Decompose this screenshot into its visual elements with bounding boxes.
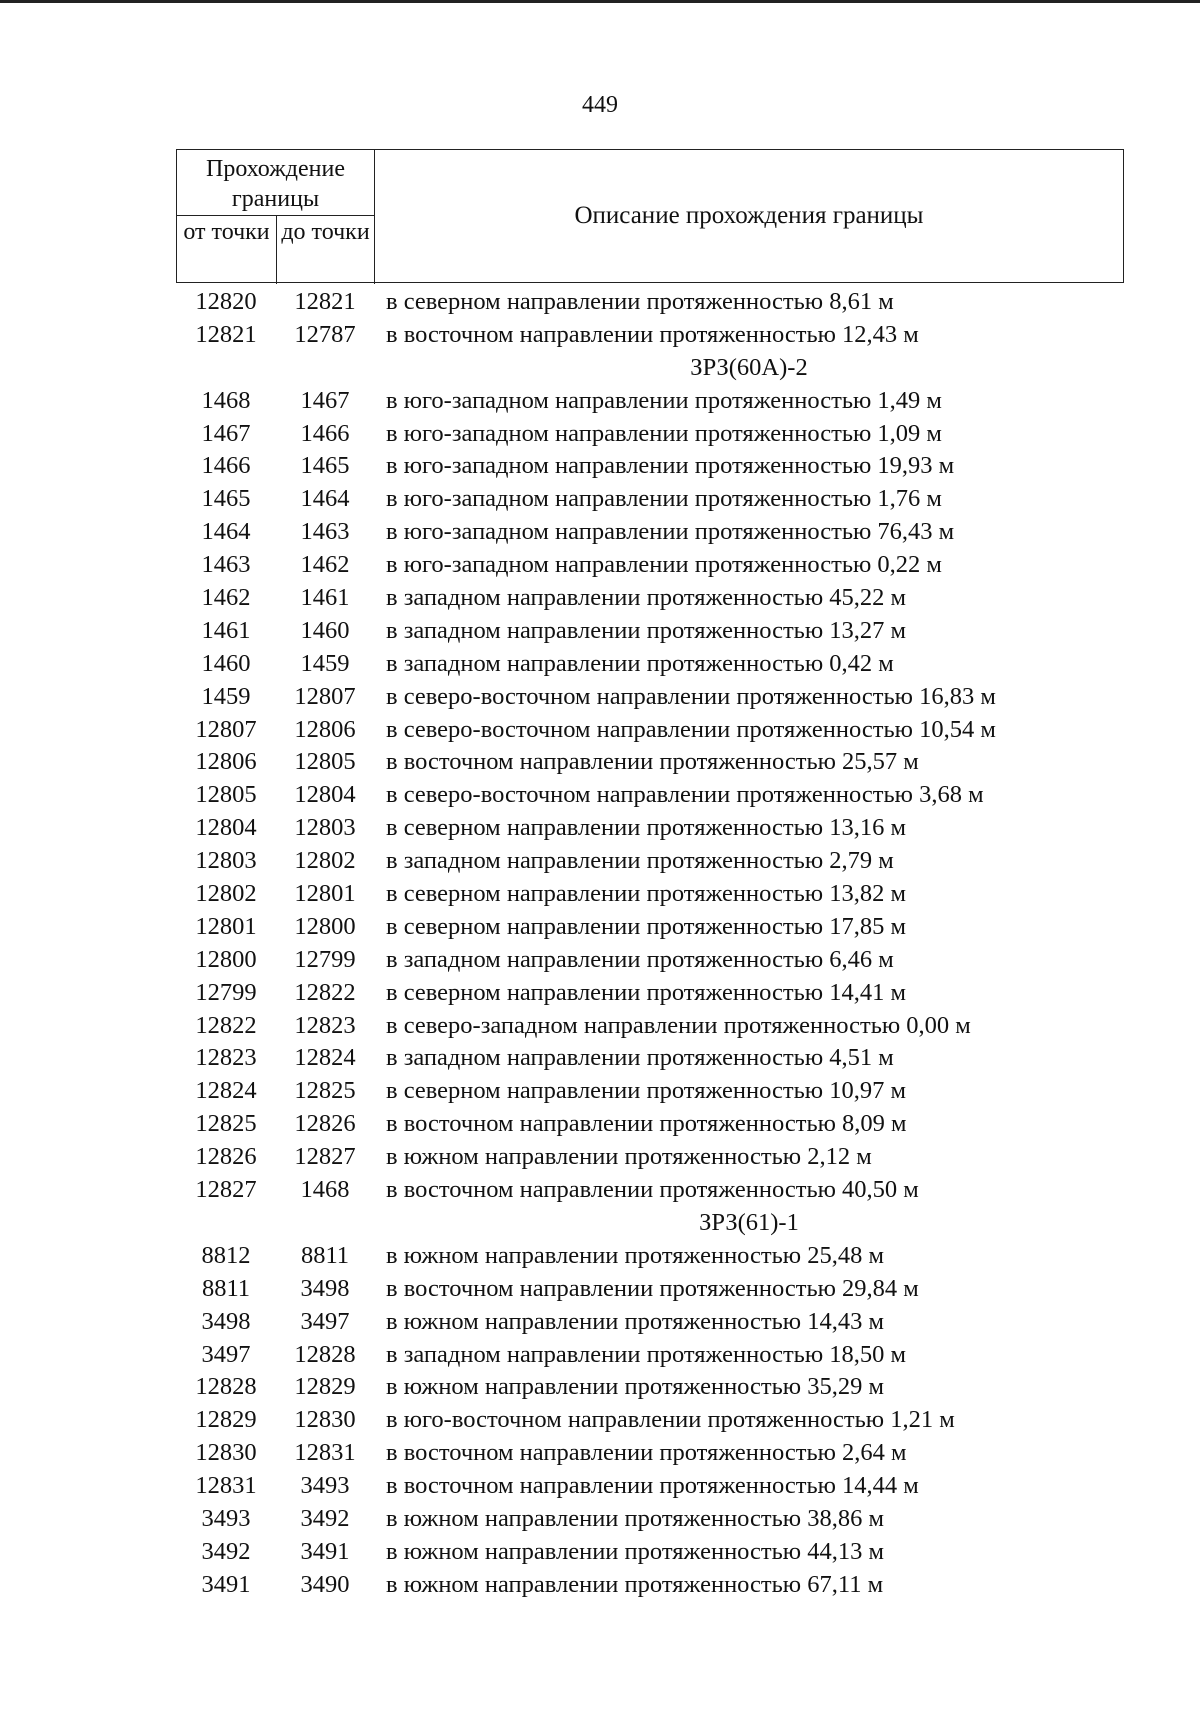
table-row [176, 1404, 1124, 1437]
to-point-cell: 3491 [300, 1537, 350, 1565]
description-cell: в северо-западном направлении протяженностью 0,00 м [386, 1011, 971, 1039]
description-cell: в восточном направлении протяженностью 8,09 м [386, 1110, 907, 1138]
description-cell: в западном направлении протяженностью 2,79 м [386, 847, 894, 875]
table-row [176, 615, 1124, 648]
description-cell: в восточном направлении протяженностью 2,64 м [386, 1439, 907, 1467]
table-row [176, 582, 1124, 615]
boundary-table-body [176, 286, 1124, 1602]
from-point-cell: 1468 [201, 386, 251, 414]
table-row [176, 516, 1124, 549]
description-cell: в восточном направлении протяженностью 14,44 м [386, 1472, 919, 1500]
table-row [176, 1306, 1124, 1339]
from-point-cell: 12824 [195, 1077, 257, 1105]
to-point-cell: 12806 [294, 715, 356, 743]
from-point-cell: 12807 [195, 715, 257, 743]
from-point-cell: 12821 [195, 320, 257, 348]
table-row [176, 450, 1124, 483]
table-row [176, 746, 1124, 779]
description-cell: в южном направлении протяженностью 14,43 м [386, 1307, 884, 1335]
description-cell: в юго-восточном направлении протяженностью 1,21 м [386, 1406, 955, 1434]
to-point-cell: 12803 [294, 814, 356, 842]
description-cell: в северном направлении протяженностью 13,82 м [386, 880, 906, 908]
to-point-cell: 12804 [294, 781, 356, 809]
description-cell: в северном направлении протяженностью 14,41 м [386, 978, 906, 1006]
from-point-cell: 1467 [201, 419, 251, 447]
to-point-cell: 12805 [294, 748, 356, 776]
description-cell: в юго-западном направлении протяженностью 19,93 м [386, 452, 955, 480]
description-cell: в северо-восточном направлении протяженностью 3,68 м [386, 781, 984, 809]
from-point-cell: 1465 [201, 485, 251, 513]
table-row [176, 286, 1124, 319]
description-cell: в южном направлении протяженностью 2,12 м [386, 1143, 872, 1171]
from-point-cell: 3493 [201, 1504, 251, 1532]
table-row [176, 1075, 1124, 1108]
from-point-cell: 12831 [195, 1472, 257, 1500]
description-cell: в юго-западном направлении протяженностью 1,09 м [386, 419, 942, 447]
table-row [176, 1108, 1124, 1141]
description-cell: в северном направлении протяженностью 17,85 м [386, 912, 906, 940]
to-point-cell: 12821 [294, 288, 356, 315]
to-point-cell: 3492 [300, 1504, 350, 1532]
from-point-cell: 3492 [201, 1537, 251, 1565]
table-row [176, 779, 1124, 812]
section-title: ЗРЗ(61)-1 [699, 1208, 799, 1236]
table-row [176, 1470, 1124, 1503]
description-cell: в южном направлении протяженностью 44,13 м [386, 1537, 884, 1565]
to-point-cell: 1459 [300, 649, 350, 677]
from-point-cell: 12801 [195, 912, 257, 940]
from-point-cell: 12822 [195, 1011, 257, 1039]
table-row [176, 1536, 1124, 1569]
to-point-cell: 1463 [300, 518, 350, 546]
from-point-cell: 1466 [201, 452, 251, 480]
from-point-cell: 1462 [201, 584, 251, 612]
description-cell: в западном направлении протяженностью 45,22 м [386, 584, 907, 612]
to-point-cell: 12828 [294, 1340, 356, 1368]
to-point-cell: 8811 [300, 1241, 350, 1269]
table-row [176, 483, 1124, 516]
to-point-cell: 12801 [294, 880, 356, 908]
to-point-cell: 1467 [300, 386, 350, 414]
to-point-cell: 12831 [294, 1439, 356, 1467]
to-point-cell: 12830 [294, 1406, 356, 1434]
description-cell: в северном направлении протяженностью 8,61 м [386, 288, 894, 315]
table-row [176, 648, 1124, 681]
from-point-cell: 12827 [195, 1176, 257, 1204]
header-to-point: до точки [277, 216, 375, 284]
header-description: Описание прохождения границы [574, 202, 924, 229]
description-cell: в восточном направлении протяженностью 29,84 м [386, 1274, 919, 1302]
from-point-cell: 12800 [195, 945, 257, 973]
table-row [176, 1371, 1124, 1404]
description-cell: в западном направлении протяженностью 6,46 м [386, 945, 894, 973]
from-point-cell: 12820 [195, 288, 257, 315]
description-cell: в юго-западном направлении протяженностью 1,49 м [386, 386, 942, 414]
from-point-cell: 12799 [195, 978, 257, 1006]
from-point-cell: 12829 [195, 1406, 257, 1434]
description-cell: в южном направлении протяженностью 35,29 м [386, 1373, 884, 1401]
table-row [176, 1174, 1124, 1207]
description-cell: в северо-восточном направлении протяженностью 16,83 м [386, 682, 996, 710]
to-point-cell: 12829 [294, 1373, 356, 1401]
description-cell: в западном направлении протяженностью 13,27 м [386, 616, 907, 644]
to-point-cell: 3493 [300, 1472, 350, 1500]
description-cell: в южном направлении протяженностью 67,11 м [386, 1570, 884, 1598]
section-title: ЗРЗ(60А)-2 [690, 353, 808, 381]
from-point-cell: 12825 [195, 1110, 257, 1138]
table-row [176, 1240, 1124, 1273]
from-point-cell: 3497 [201, 1340, 251, 1368]
from-point-cell: 1464 [201, 518, 251, 546]
from-point-cell: 12826 [195, 1143, 257, 1171]
description-cell: в юго-западном направлении протяженностью 0,22 м [386, 551, 942, 579]
from-point-cell: 12806 [195, 748, 257, 776]
table-row [176, 944, 1124, 977]
to-point-cell: 12823 [294, 1011, 356, 1039]
to-point-cell: 3498 [300, 1274, 350, 1302]
page-number: 449 [582, 92, 618, 118]
from-point-cell: 1460 [201, 649, 251, 677]
from-point-cell: 1459 [201, 682, 251, 710]
to-point-cell: 1466 [300, 419, 350, 447]
from-point-cell: 12803 [195, 847, 257, 875]
to-point-cell: 1461 [300, 584, 350, 612]
table-row [176, 1437, 1124, 1470]
from-point-cell: 12823 [195, 1044, 257, 1072]
table-row [176, 681, 1124, 714]
to-point-cell: 1468 [300, 1176, 350, 1204]
description-cell: в южном направлении протяженностью 38,86 м [386, 1504, 884, 1532]
header-from-point: от точки [177, 216, 277, 284]
to-point-cell: 3497 [300, 1307, 350, 1335]
table-row [176, 319, 1124, 352]
table-row [176, 418, 1124, 451]
from-point-cell: 3491 [201, 1570, 251, 1598]
to-point-cell: 12799 [294, 945, 356, 973]
to-point-cell: 12802 [294, 847, 356, 875]
description-cell: в северном направлении протяженностью 13,16 м [386, 814, 906, 842]
table-row [176, 385, 1124, 418]
to-point-cell: 12826 [294, 1110, 356, 1138]
header-boundary-passage: Прохождение границы [177, 150, 375, 216]
table-row [176, 911, 1124, 944]
table-row [176, 1273, 1124, 1306]
table-row [176, 812, 1124, 845]
description-cell: в юго-западном направлении протяженностью 76,43 м [386, 518, 955, 546]
from-point-cell: 12830 [195, 1439, 257, 1467]
to-point-cell: 1462 [300, 551, 350, 579]
table-row [176, 878, 1124, 911]
from-point-cell: 3498 [201, 1307, 251, 1335]
to-point-cell: 12822 [294, 978, 356, 1006]
to-point-cell: 12825 [294, 1077, 356, 1105]
from-point-cell: 12804 [195, 814, 257, 842]
description-cell: в западном направлении протяженностью 18,50 м [386, 1340, 907, 1368]
table-row [176, 845, 1124, 878]
to-point-cell: 12824 [294, 1044, 356, 1072]
to-point-cell: 3490 [300, 1570, 350, 1598]
from-point-cell: 12805 [195, 781, 257, 809]
from-point-cell: 1463 [201, 551, 251, 579]
description-cell: в восточном направлении протяженностью 40,50 м [386, 1176, 919, 1204]
table-row [176, 1141, 1124, 1174]
table-row [176, 549, 1124, 582]
description-cell: в юго-западном направлении протяженностью 1,76 м [386, 485, 942, 513]
table-row [176, 1010, 1124, 1043]
description-cell: в южном направлении протяженностью 25,48 м [386, 1241, 884, 1269]
top-border-line [0, 0, 1200, 3]
from-point-cell: 8811 [201, 1274, 251, 1302]
from-point-cell: 12828 [195, 1373, 257, 1401]
to-point-cell: 12827 [294, 1143, 356, 1171]
description-cell: в восточном направлении протяженностью 25,57 м [386, 748, 919, 776]
to-point-cell: 1460 [300, 616, 350, 644]
from-point-cell: 8812 [201, 1241, 251, 1269]
to-point-cell: 12787 [294, 320, 356, 348]
to-point-cell: 12807 [294, 682, 356, 710]
table-header [176, 149, 1124, 283]
description-cell: в западном направлении протяженностью 0,42 м [386, 649, 894, 677]
from-point-cell: 12802 [195, 880, 257, 908]
description-cell: в восточном направлении протяженностью 12,43 м [386, 320, 919, 348]
table-row [176, 714, 1124, 747]
to-point-cell: 1464 [300, 485, 350, 513]
to-point-cell: 1465 [300, 452, 350, 480]
description-cell: в северном направлении протяженностью 10,97 м [386, 1077, 906, 1105]
table-row [176, 1569, 1124, 1602]
description-cell: в западном направлении протяженностью 4,51 м [386, 1044, 894, 1072]
table-row [176, 1503, 1124, 1536]
table-row [176, 977, 1124, 1010]
table-row [176, 1042, 1124, 1075]
to-point-cell: 12800 [294, 912, 356, 940]
from-point-cell: 1461 [201, 616, 251, 644]
description-cell: в северо-восточном направлении протяженностью 10,54 м [386, 715, 996, 743]
table-row [176, 1339, 1124, 1372]
